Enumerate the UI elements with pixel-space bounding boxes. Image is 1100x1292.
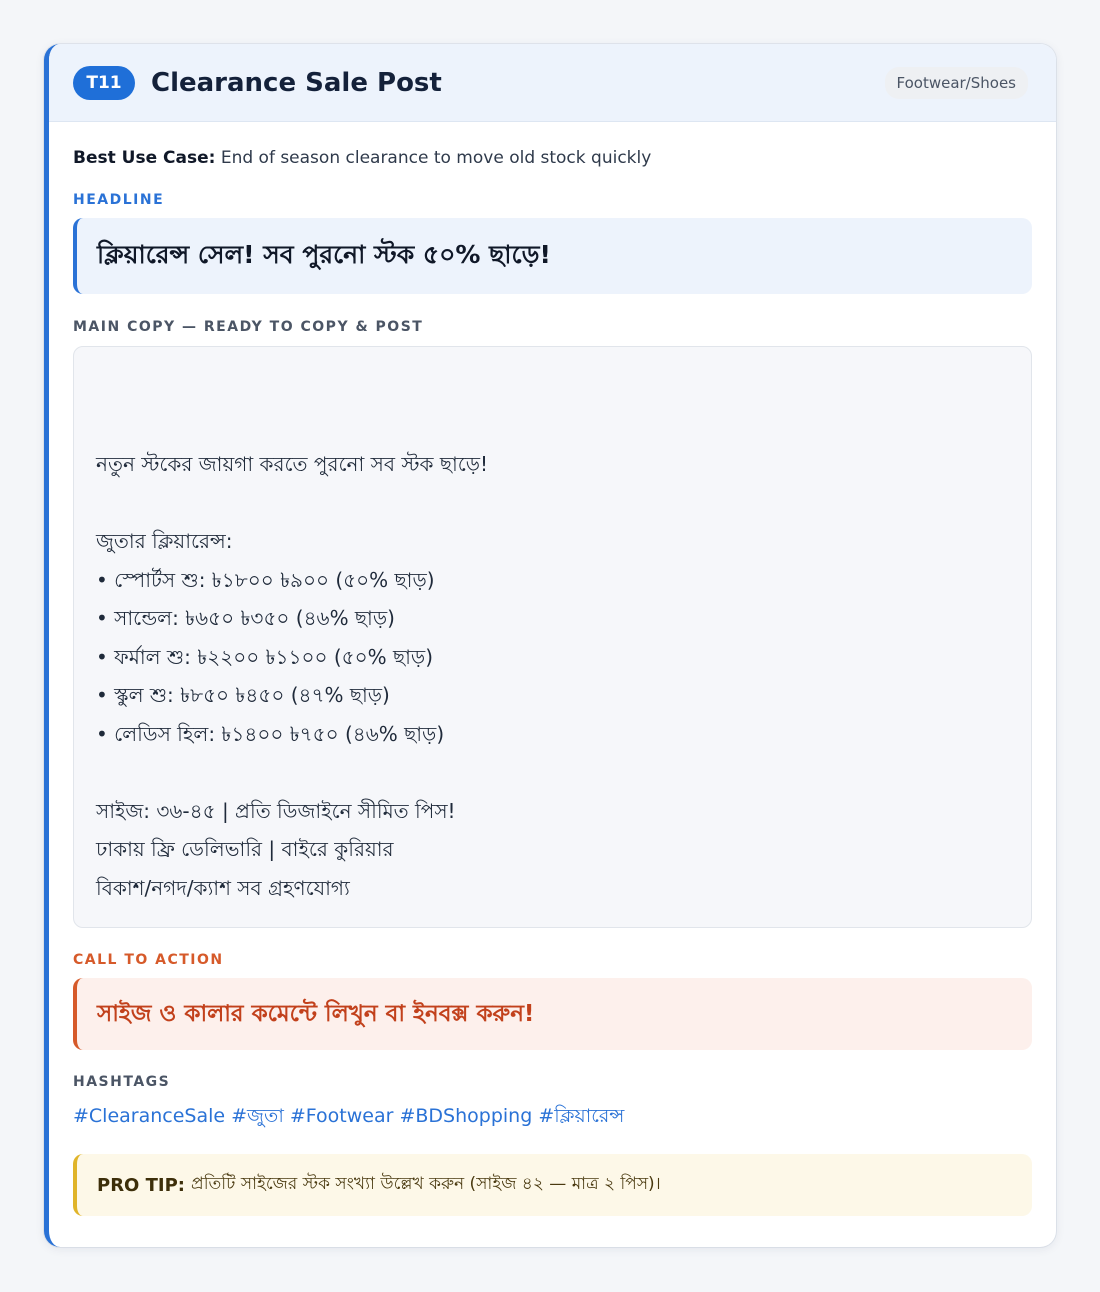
- main-copy-label: MAIN COPY — READY TO COPY & POST: [73, 319, 424, 335]
- template-id-badge: T11: [73, 66, 135, 100]
- pro-tip-text: প্রতিটি সাইজের স্টক সংখ্যা উল্লেখ করুন (সাইজ ৪২ — মাত্র ২ পিস)।: [191, 1174, 661, 1194]
- template-title: Clearance Sale Post: [151, 67, 442, 98]
- use-case: [73, 148, 1032, 168]
- headline-box[interactable]: [73, 218, 1032, 294]
- headline-label: HEADLINE: [73, 192, 165, 208]
- copy-footer-line: ঢাকায় ফ্রি ডেলিভারি | বাইরে কুরিয়ার: [96, 837, 394, 861]
- copy-spacer: [96, 753, 1009, 792]
- copy-list-item: • সান্ডেল: ৳৬৫০ ৳৩৫০ (৪৬% ছাড়): [96, 606, 395, 630]
- copy-list-item: • ফর্মাল শু: ৳২২০০ ৳১১০০ (৫০% ছাড়): [96, 644, 434, 669]
- headline-text: ক্লিয়ারেন্স সেল! সব পুরনো স্টক ৫০% ছাড়ে!: [97, 239, 551, 269]
- use-case-label: Best Use Case:: [73, 148, 216, 168]
- cta-text: সাইজ ও কালার কমেন্টে লিখুন বা ইনবক্স করুন!: [97, 1000, 535, 1027]
- copy-intro: নতুন স্টকের জায়গা করতে পুরনো সব স্টক ছাড়ে!: [96, 452, 489, 476]
- copy-spacer: [96, 484, 1009, 523]
- cta-box[interactable]: [73, 978, 1032, 1050]
- copy-footer-line: সাইজ: ৩৬-৪৫ | প্রতি ডিজাইনে সীমিত পিস!: [96, 798, 456, 823]
- pro-tip-box: [73, 1154, 1032, 1216]
- copy-footer-line: বিকাশ/নগদ/ক্যাশ সব গ্রহণযোগ্য: [96, 875, 350, 900]
- cta-label: CALL TO ACTION: [73, 952, 224, 968]
- card-body: [49, 148, 1056, 1216]
- copy-list-item: • স্পোর্টস শু: ৳১৮০০ ৳৯০০ (৫০% ছাড়): [96, 567, 435, 592]
- category-tag[interactable]: Footwear/Shoes: [885, 67, 1029, 99]
- use-case-text: End of season clearance to move old stock quickly: [220, 148, 652, 168]
- pro-tip-label: PRO TIP:: [97, 1174, 185, 1196]
- card-header: [49, 44, 1056, 122]
- hashtags-label: HASHTAGS: [73, 1074, 171, 1090]
- copy-list-item: • লেডিস হিল: ৳১৪০০ ৳৭৫০ (৪৬% ছাড়): [96, 721, 445, 746]
- template-card: [44, 44, 1056, 1247]
- main-copy-box[interactable]: [73, 346, 1032, 928]
- hashtags-text[interactable]: #ClearanceSale #জুতা #Footwear #BDShopping #ক্লিয়ারেন্স: [73, 1105, 625, 1127]
- copy-list-item: • স্কুল শু: ৳৮৫০ ৳৪৫০ (৪৭% ছাড়): [96, 683, 390, 707]
- copy-list-title: জুতার ক্লিয়ারেন্স:: [96, 529, 233, 553]
